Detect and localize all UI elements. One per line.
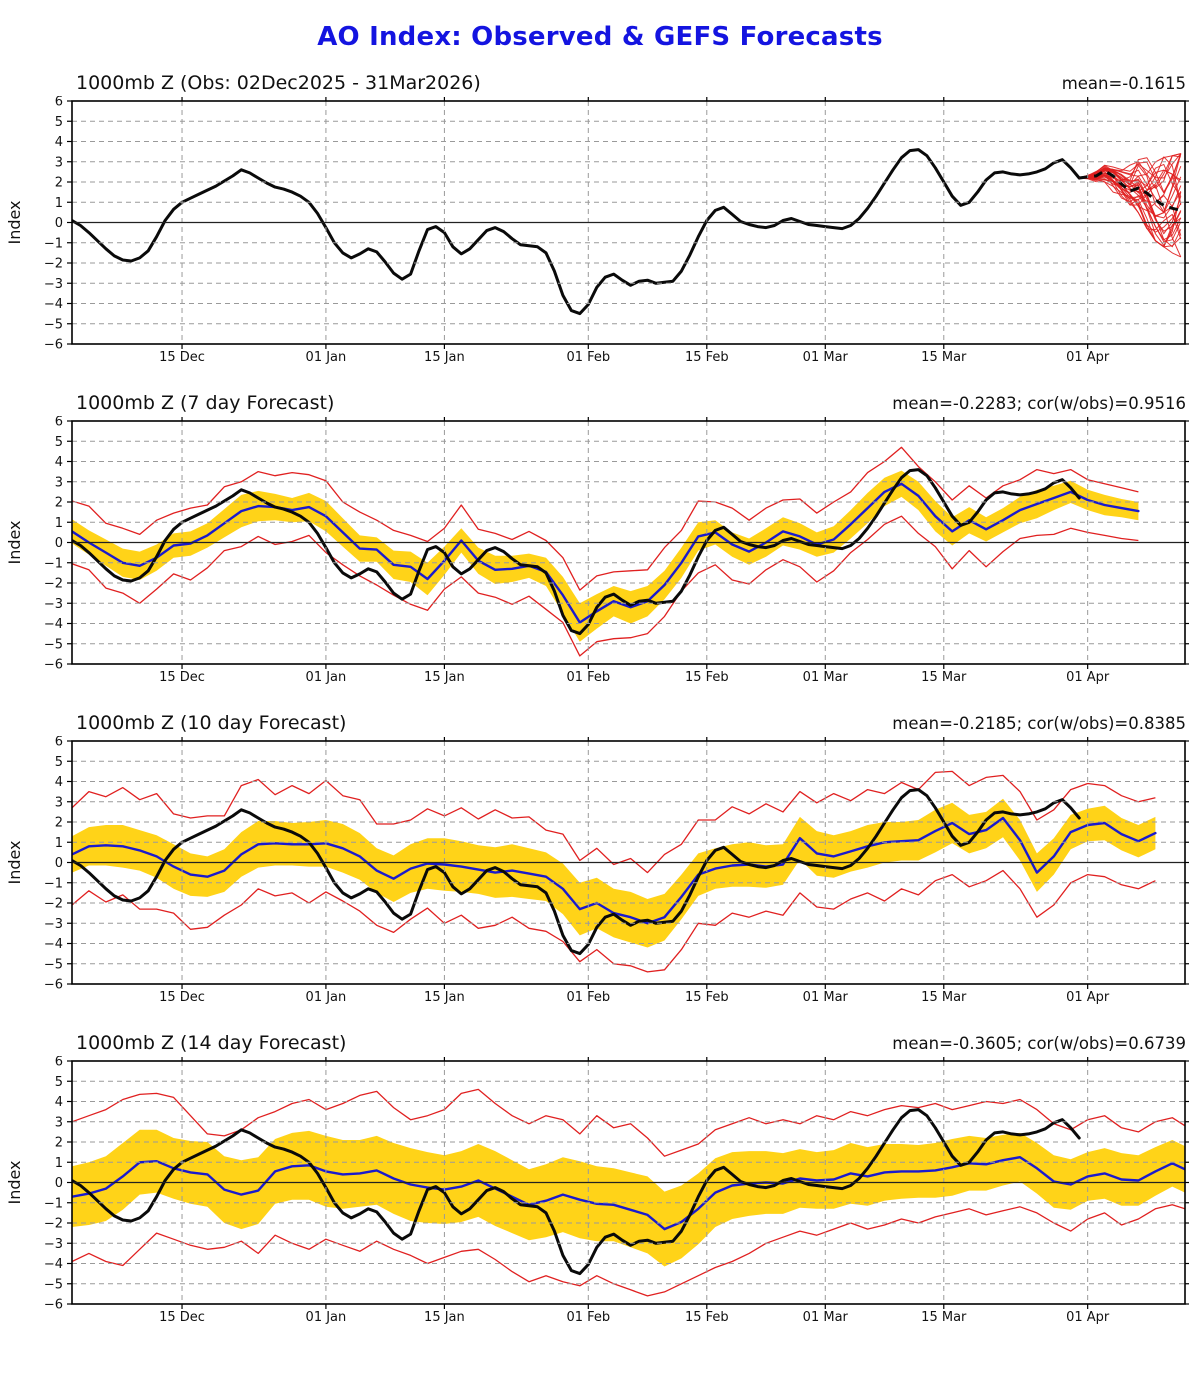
panel-observed-header [76, 72, 1186, 94]
svg-text:01 Feb: 01 Feb [566, 990, 611, 1005]
svg-text:5: 5 [54, 754, 63, 770]
svg-text:15 Mar: 15 Mar [921, 350, 967, 365]
svg-text:−2: −2 [43, 1216, 63, 1232]
svg-text:15 Dec: 15 Dec [159, 350, 205, 365]
svg-text:1: 1 [54, 515, 63, 531]
panel-10day-header [76, 712, 1186, 734]
svg-text:3: 3 [54, 1115, 63, 1131]
svg-text:15 Dec: 15 Dec [159, 990, 205, 1005]
svg-text:15 Jan: 15 Jan [424, 990, 465, 1005]
svg-text:−6: −6 [43, 1297, 63, 1313]
svg-text:4: 4 [54, 1095, 63, 1110]
svg-text:01 Apr: 01 Apr [1066, 1310, 1110, 1325]
panel-7day-stats: mean=-0.2283; cor(w/obs)=0.9516 [892, 394, 1186, 413]
svg-text:−3: −3 [43, 916, 63, 932]
svg-text:01 Jan: 01 Jan [305, 670, 347, 685]
svg-text:2: 2 [54, 815, 63, 831]
svg-text:Index: Index [5, 1160, 24, 1205]
svg-text:15 Jan: 15 Jan [424, 350, 465, 365]
svg-text:−5: −5 [43, 1277, 63, 1293]
svg-text:1: 1 [54, 195, 63, 211]
panel-observed-stats: mean=-0.1615 [1061, 74, 1186, 93]
svg-text:15 Dec: 15 Dec [159, 1310, 205, 1325]
panel-14day-stats: mean=-0.3605; cor(w/obs)=0.6739 [892, 1034, 1186, 1053]
svg-text:15 Mar: 15 Mar [921, 1310, 967, 1325]
svg-text:4: 4 [54, 135, 63, 150]
panel-10day-plot [0, 736, 1200, 1008]
svg-text:−1: −1 [43, 236, 63, 252]
svg-text:6: 6 [54, 1056, 63, 1070]
svg-text:4: 4 [54, 775, 63, 790]
panel-7day-plot [0, 416, 1200, 688]
svg-text:01 Apr: 01 Apr [1066, 990, 1110, 1005]
svg-text:01 Mar: 01 Mar [802, 1310, 848, 1325]
svg-text:01 Mar: 01 Mar [802, 990, 848, 1005]
svg-text:0: 0 [54, 536, 63, 551]
svg-text:01 Mar: 01 Mar [802, 350, 848, 365]
svg-text:01 Feb: 01 Feb [566, 1310, 611, 1325]
svg-text:−4: −4 [43, 937, 63, 952]
svg-text:−3: −3 [43, 1236, 63, 1252]
svg-text:0: 0 [54, 856, 63, 871]
svg-text:2: 2 [54, 1135, 63, 1151]
panel-observed-plot [0, 96, 1200, 368]
panel-14day-header [76, 1032, 1186, 1054]
panel-14day-forecast [0, 1032, 1200, 1328]
svg-text:4: 4 [54, 455, 63, 470]
svg-text:Index: Index [5, 520, 24, 565]
panel-10day-forecast [0, 712, 1200, 1008]
panel-14day-title: 1000mb Z (14 day Forecast) [76, 1032, 347, 1054]
svg-text:15 Jan: 15 Jan [424, 1310, 465, 1325]
svg-text:5: 5 [54, 434, 63, 450]
panel-7day-forecast [0, 392, 1200, 688]
svg-text:01 Jan: 01 Jan [305, 1310, 347, 1325]
svg-text:6: 6 [54, 416, 63, 430]
panel-14day-plot [0, 1056, 1200, 1328]
panel-observed [0, 72, 1200, 368]
svg-text:5: 5 [54, 1074, 63, 1090]
svg-text:3: 3 [54, 475, 63, 491]
svg-text:01 Mar: 01 Mar [802, 670, 848, 685]
svg-text:−1: −1 [43, 556, 63, 572]
svg-text:01 Jan: 01 Jan [305, 990, 347, 1005]
svg-text:−6: −6 [43, 657, 63, 673]
panel-10day-stats: mean=-0.2185; cor(w/obs)=0.8385 [892, 714, 1186, 733]
panel-7day-header [76, 392, 1186, 414]
svg-text:−1: −1 [43, 1196, 63, 1212]
svg-text:6: 6 [54, 736, 63, 750]
panel-observed-title: 1000mb Z (Obs: 02Dec2025 - 31Mar2026) [76, 72, 481, 94]
svg-text:15 Feb: 15 Feb [684, 1310, 729, 1325]
svg-text:2: 2 [54, 495, 63, 511]
svg-text:−6: −6 [43, 977, 63, 993]
svg-text:15 Feb: 15 Feb [684, 350, 729, 365]
svg-text:3: 3 [54, 795, 63, 811]
svg-text:15 Dec: 15 Dec [159, 670, 205, 685]
svg-text:−2: −2 [43, 576, 63, 592]
svg-text:15 Feb: 15 Feb [684, 670, 729, 685]
svg-text:0: 0 [54, 1176, 63, 1191]
svg-text:−2: −2 [43, 256, 63, 272]
svg-text:−3: −3 [43, 276, 63, 292]
svg-text:−3: −3 [43, 596, 63, 612]
svg-text:15 Mar: 15 Mar [921, 990, 967, 1005]
panel-7day-title: 1000mb Z (7 day Forecast) [76, 392, 335, 414]
svg-text:−5: −5 [43, 317, 63, 333]
svg-text:1: 1 [54, 835, 63, 851]
svg-text:01 Feb: 01 Feb [566, 350, 611, 365]
svg-text:1: 1 [54, 1155, 63, 1171]
svg-text:01 Apr: 01 Apr [1066, 350, 1110, 365]
svg-text:−1: −1 [43, 876, 63, 892]
svg-text:Index: Index [5, 840, 24, 885]
svg-text:3: 3 [54, 155, 63, 171]
svg-text:−4: −4 [43, 1257, 63, 1272]
svg-text:15 Jan: 15 Jan [424, 670, 465, 685]
svg-text:01 Apr: 01 Apr [1066, 670, 1110, 685]
svg-text:15 Mar: 15 Mar [921, 670, 967, 685]
svg-text:6: 6 [54, 96, 63, 110]
svg-text:−2: −2 [43, 896, 63, 912]
svg-text:0: 0 [54, 216, 63, 231]
panel-10day-title: 1000mb Z (10 day Forecast) [76, 712, 347, 734]
svg-text:01 Jan: 01 Jan [305, 350, 347, 365]
svg-text:−4: −4 [43, 297, 63, 312]
svg-text:01 Feb: 01 Feb [566, 670, 611, 685]
svg-text:5: 5 [54, 114, 63, 130]
svg-text:−5: −5 [43, 637, 63, 653]
page-title: AO Index: Observed & GEFS Forecasts [317, 22, 883, 52]
svg-text:Index: Index [5, 200, 24, 245]
svg-text:2: 2 [54, 175, 63, 191]
svg-text:−6: −6 [43, 337, 63, 353]
svg-text:−5: −5 [43, 957, 63, 973]
svg-text:−4: −4 [43, 617, 63, 632]
svg-text:15 Feb: 15 Feb [684, 990, 729, 1005]
